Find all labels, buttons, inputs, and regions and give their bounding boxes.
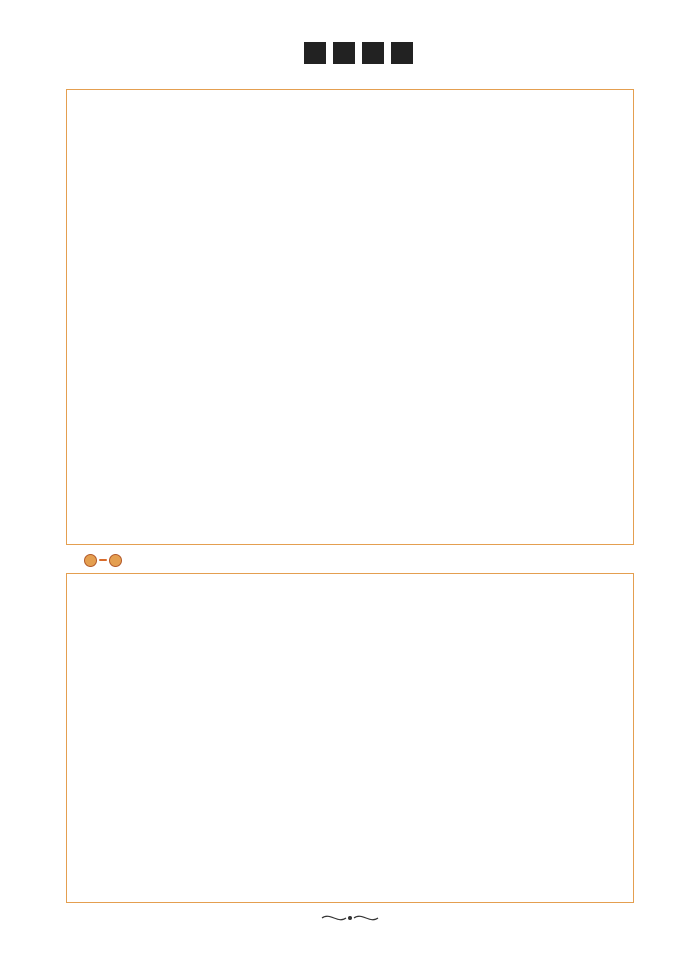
page-header <box>0 42 700 78</box>
series-badge <box>333 42 355 64</box>
practice-label <box>84 552 122 572</box>
series-badge <box>391 42 413 64</box>
practice-label-text <box>99 559 107 561</box>
bottom-section-frame <box>66 573 634 903</box>
swirl-ornament-icon <box>320 912 380 924</box>
flower-ornament-icon <box>84 554 97 567</box>
series-title-badges <box>302 42 413 68</box>
top-section-frame <box>66 89 634 545</box>
series-badge <box>362 42 384 64</box>
series-badge <box>304 42 326 64</box>
flower-ornament-icon <box>109 554 122 567</box>
page-footer <box>0 912 700 924</box>
